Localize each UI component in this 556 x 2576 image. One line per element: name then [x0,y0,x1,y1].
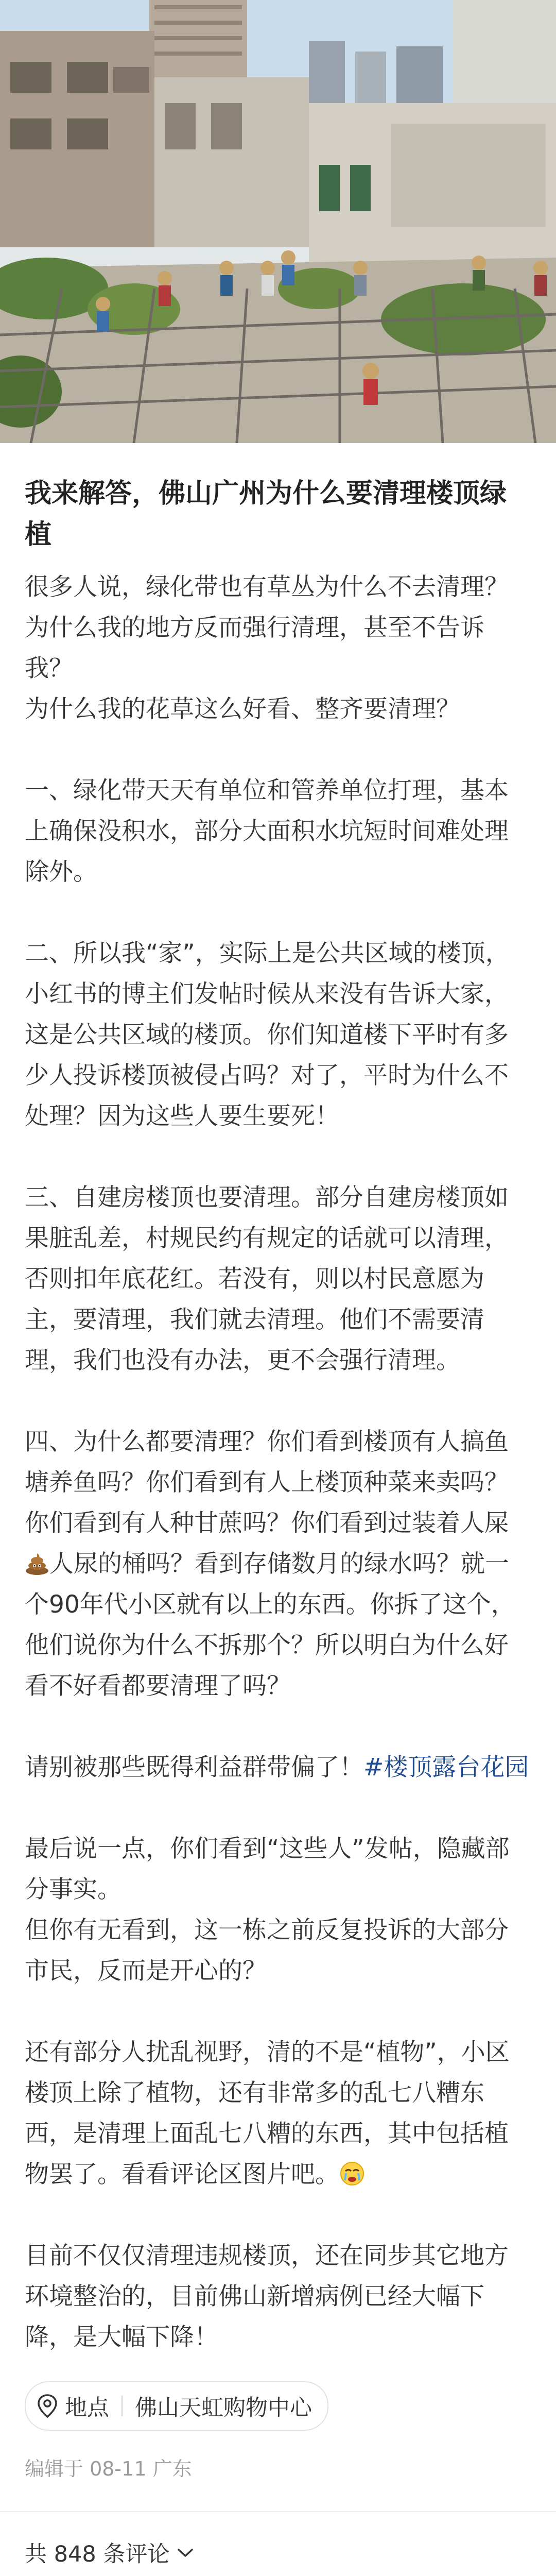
paragraph-7 [25,2032,531,2195]
location-place: 佛山天虹购物中心 [135,2395,312,2421]
paragraph-4-part-1: 四、为什么都要清理？你们看到楼顶有人搞鱼塘养鱼吗？你们看到有人上楼顶种菜来卖吗？你们看到有人种甘蔗吗？你们看到过装着人屎 [25,1428,509,1537]
location-separator [121,2396,123,2416]
crying-face-emoji [339,2161,365,2187]
comments-count: 共 848 条评论 [25,2541,170,2567]
paragraph-1: 一、绿化带天天有单位和管养单位打理，基本上确保没积水，部分大面积水坑短时间难处理除外。 [25,776,509,886]
topic-link[interactable]: #楼顶露台花园 [363,1753,529,1782]
location-tag[interactable] [25,2381,328,2431]
comments-header[interactable] [0,2512,556,2568]
paragraph-5 [25,1747,531,1788]
poop-emoji [25,1552,49,1575]
paragraph-4-part-2: 人尿的桶吗？看到存储数月的绿水吗？就一个90年代小区就有以上的东西。你拆了这个，他们说你为什么不拆那个？所以明白为什么好看不好看都要清理了吗？ [25,1550,515,1700]
chevron-down-icon [177,2547,194,2558]
hero-image[interactable] [0,0,556,443]
paragraph-5-text: 请别被那些既得利益群带偏了！ [25,1753,363,1782]
paragraph-6: 最后说一点，你们看到“这些人”发帖，隐藏部分事实。 但你有无看到，这一栋之前反复投诉的大部分市民，反而是开心的？ [25,1835,510,1985]
paragraph-intro: 很多人说，绿化带也有草丛为什么不去清理？ 为什么我的地方反而强行清理，甚至不告诉我？ 为什么我的花草这么好看、整齐要清理？ [25,573,509,723]
location-pin-icon [37,2394,58,2418]
paragraph-4 [25,1421,531,1706]
paragraph-8: 目前不仅仅清理违规楼顶，还在同步其它地方环境整治的，目前佛山新增病例已经大幅下降，是大幅下降！ [25,2242,509,2351]
paragraph-2: 二、所以我“家”，实际上是公共区域的楼顶，小红书的博主们发帖时候从来没有告诉大家，这是公共区域的楼顶。你们知道楼下平时有多少人投诉楼顶被侵占吗？对了，平时为什么不处理？因为这些人要生要死！ [25,939,510,1130]
paragraph-7-text: 还有部分人扰乱视野，清的不是“植物”，小区楼顶上除了植物，还有非常多的乱七八糟东西，是清理上面乱七八糟的东西，其中包括植物罢了。看看评论区图片吧。 [25,2038,510,2189]
article-body [0,443,556,2484]
rooftop-photo [0,0,556,443]
post-title: 我来解答，佛山广州为什么要清理楼顶绿植 [25,478,507,550]
location-label: 地点 [65,2395,109,2421]
paragraph-3: 三、自建房楼顶也要清理。部分自建房楼顶如果脏乱差，村规民约有规定的话就可以清理，否则扣年底花红。若没有，则以村民意愿为主，要清理，我们就去清理。他们不需要清理，我们也没有办法，更不会强行清理。 [25,1183,509,1375]
edit-meta: 编辑于 08-11 广东 [25,2458,192,2480]
